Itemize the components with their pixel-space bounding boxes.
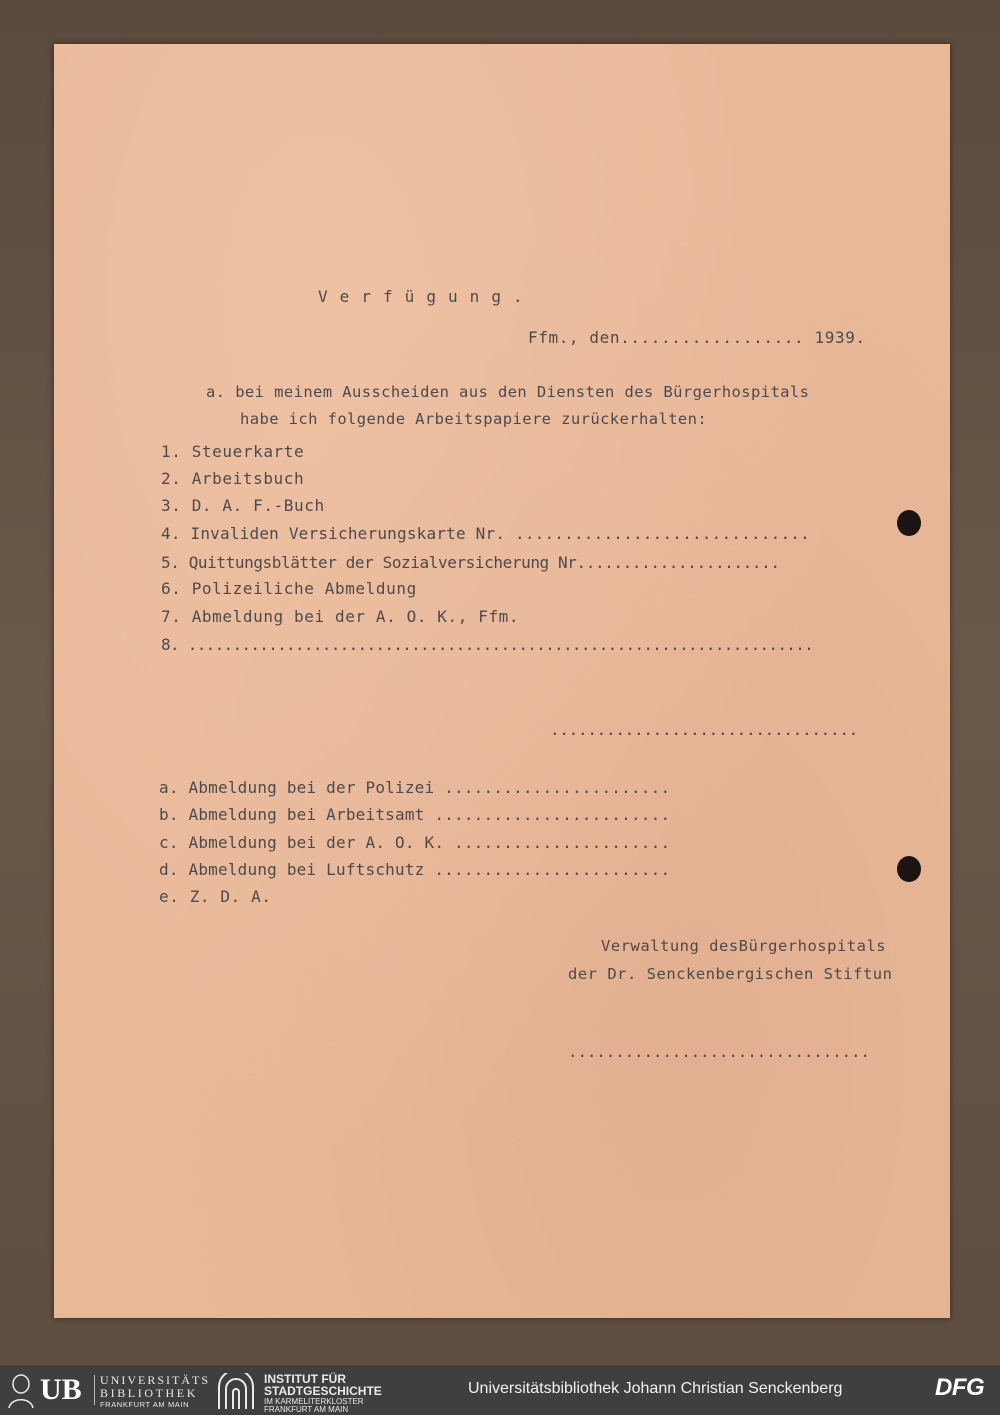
abmeldung-c: c. Abmeldung bei der A. O. K. ...................... [159,833,671,852]
dfg-logo: DFG [935,1374,985,1401]
item-4: 4. Invaliden Versicherungskarte Nr. .............................. [161,524,810,543]
item-6: 6. Polizeiliche Abmeldung [161,579,417,598]
divider [94,1375,95,1405]
item-3: 3. D. A. F.-Buch [161,496,325,515]
institut-line-3: IM KARMELITERKLOSTER [264,1397,364,1406]
library-line-3: FRANKFURT AM MAIN [100,1400,190,1409]
institut-line-1: INSTITUT FÜR [264,1372,346,1386]
signature-dots-2: ................................ [568,1042,870,1061]
library-line-1: UNIVERSITÄTS [100,1373,210,1387]
document-title: V e r f ü g u n g . [318,287,524,306]
intro-line-1: a. bei meinem Ausscheiden aus den Diensten des Bürgerhospitals [206,383,810,401]
footer-bar [0,1365,1000,1415]
signature-dots-1: ................................. [550,720,858,739]
document-page [54,44,950,1318]
abmeldung-d: d. Abmeldung bei Luftschutz ........................ [159,860,671,879]
abmeldung-b: b. Abmeldung bei Arbeitsamt ........................ [159,805,671,824]
library-line-2: BIBLIOTHEK [100,1386,198,1400]
signature-block-line-1: Verwaltung desBürgerhospitals [601,937,887,955]
ub-logo [6,1371,92,1409]
signature-block-line-2: der Dr. Senckenbergischen Stiftun [568,965,893,983]
institut-arch-icon [215,1373,257,1409]
footer-center-text: Universitätsbibliothek Johann Christian Senckenberg [468,1380,843,1397]
abmeldung-a: a. Abmeldung bei der Polizei ....................... [159,778,671,797]
item-2: 2. Arbeitsbuch [161,469,305,488]
item-8: 8. ...................................................................... [161,635,814,654]
item-7: 7. Abmeldung bei der A. O. K., Ffm. [161,607,520,626]
item-5: 5. Quittungsblätter der Sozialversicherung Nr...................... [161,553,780,572]
abmeldung-e: e. Z. D. A. [159,887,272,906]
item-1: 1. Steuerkarte [161,442,305,461]
portrait-icon [6,1371,36,1409]
institut-line-2: STADTGESCHICHTE [264,1384,382,1398]
institut-line-4: FRANKFURT AM MAIN [264,1405,349,1414]
ub-logo-text: UB [40,1373,82,1406]
intro-line-2: habe ich folgende Arbeitspapiere zurückerhalten: [240,410,708,428]
date-line: Ffm., den.................. 1939. [528,328,866,347]
punch-hole-top [897,510,921,536]
punch-hole-bottom [897,856,921,882]
